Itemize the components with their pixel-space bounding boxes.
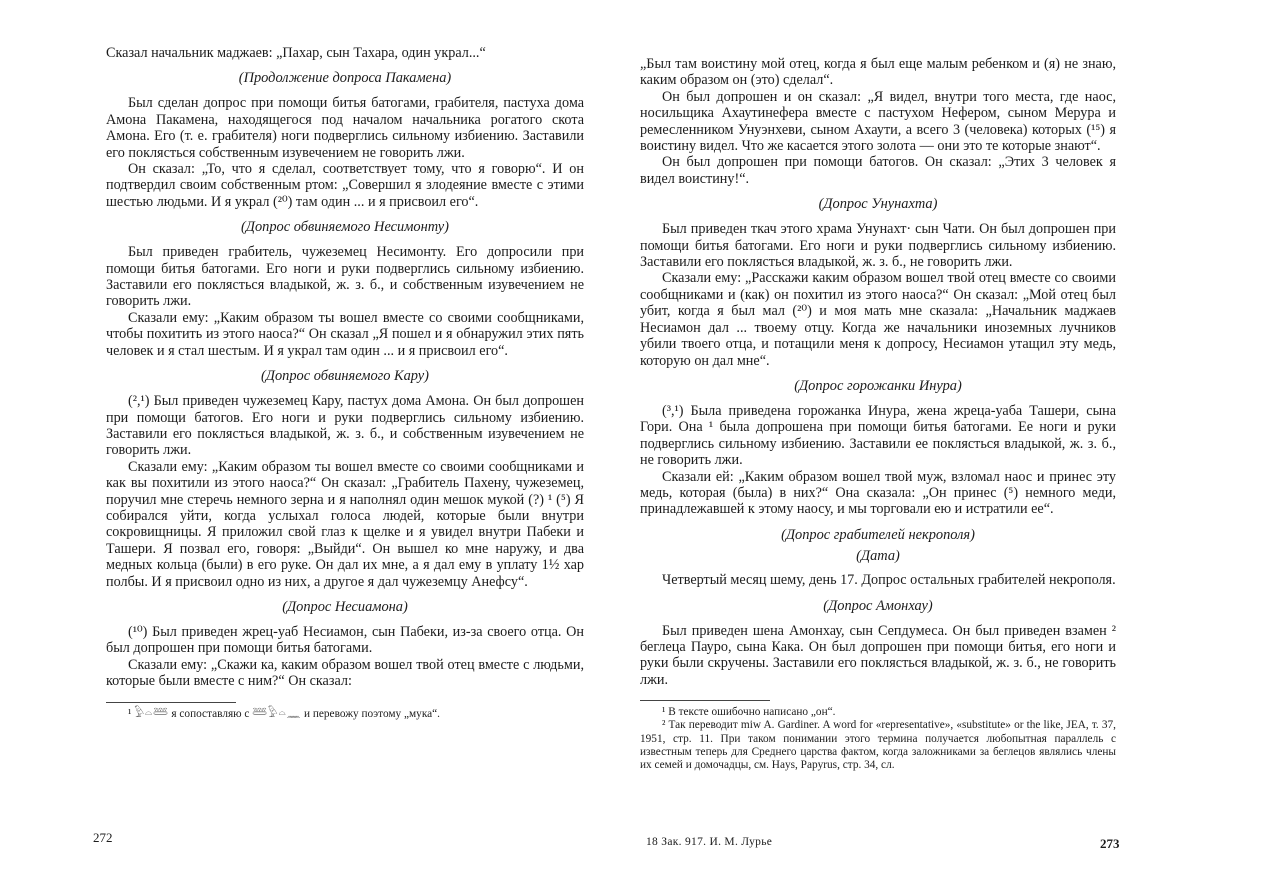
section-heading: (Допрос обвиняемого Кару) — [261, 368, 429, 385]
paragraph: (³,¹) Была приведена горожанка Инура, жена жреца-уаба Ташери, сына Гори. Она ¹ была допрошена при помощи битья батогами. Ее ноги и руки подверглись сильному избиению. Заставили ее поклясться владыкой, ж. з. б., не говорить лжи. — [640, 402, 1116, 469]
paragraph: Был приведен ткач этого храма Унунахт· сын Чати. Он был допрошен при помощи битья батогами. Его ноги и руки подверглись сильному избиению. Заставили его поклясться владыкой, ж. з. б., не говорить лжи. — [640, 221, 1116, 271]
paragraph: Сказали ей: „Каким образом вошел твой муж, взломал наос и принес эту медь, которая (была) в них?“ Она сказала: „Он принес (⁵) немного меди, принадлежавшей к этому наосу, и мы торговали ею и истратили ее“. — [640, 468, 1116, 518]
printer-signature: 18 Зак. 917. И. М. Лурье — [646, 836, 773, 848]
section-heading: (Продолжение допроса Пакамена) — [238, 70, 452, 87]
left-page-text — [106, 45, 584, 721]
paragraph: Сказал начальник маджаев: „Пахар, сын Тахара, один украл...“ — [106, 45, 486, 61]
footnote: ² Так переводит miw A. Gardiner. A word for «representative», «substitute» or the like, JEA, т. 37, 1951, стр. 11. При таком понимании этого термина получается любопытная параллель с известным теперь для Среднего царства фактом, когда заложниками за беглецов являлись члены их семей и домочадцы, см. Hays, Papyrus, стр. 34, сл. — [640, 719, 1116, 771]
paragraph: Он был допрошен и он сказал: „Я видел, внутри того места, где наос, носильщика Ахаутинефера вместе с пастухом Нефером, сыном Мерура и ремесленником Унуэнхеви, сыном Ахаути, а всего 3 (человека) которых (¹⁵) я воистину видел. Что же касается этого золота — они это те которые знают“. — [640, 88, 1116, 155]
paragraph: Сказали ему: „Скажи ка, каким образом вошел твой отец вместе с людьми, которые были вместе с ним?“ Он сказал: — [106, 656, 584, 690]
footnote-rule — [640, 700, 770, 701]
section-subheading: (Дата) — [856, 547, 900, 564]
paragraph: Был приведен грабитель, чужеземец Несимонту. Его допросили при помощи битья батогами. Его ноги и руки подверглись сильному избиению. Заставили его поклясться владыкой, ж. з. б., и собственным изувечением не говорить лжи. — [106, 244, 584, 310]
paragraph: Сказали ему: „Расскажи каким образом вошел твой отец вместе со своими сообщниками и (как) он похитил из этого наоса?“ Он сказал: „Мой отец был убит, когда я был мал (²⁰) и моя мать мне сказала: „Начальник маджаев Несиамон дал ... твоему отцу. Когда же начальники иноземных лучников убили твоего отца, и потащили меня к допросу, Несиамон утащил эту медь, которую он дал мне“. — [640, 270, 1116, 369]
paragraph: Он сказал: „То, что я сделал, соответствует тому, что я говорю“. И он подтвердил своим собственным ртом: „Совершил я злодеяние вместе с этими шестью людьми. И я украл (²⁰) там один ... и я присвоил его“. — [106, 161, 584, 210]
paragraph: Он был допрошен при помощи батогов. Он сказал: „Этих 3 человек я видел воистину!“. — [640, 154, 1116, 187]
page-number-left: 272 — [93, 830, 113, 845]
paragraph: (¹⁰) Был приведен жрец-уаб Несиамон, сын Пабеки, из-за своего отца. Он был допрошен при помощи битья батогами. — [106, 623, 584, 657]
footnote-text: ¹ — [128, 707, 132, 720]
section-heading: (Допрос обвиняемого Несимонту) — [241, 219, 449, 236]
section-heading: (Допрос грабителей некрополя) — [781, 526, 975, 543]
paragraph: (²,¹) Был приведен чужеземец Кару, пастух дома Амона. Он был допрошен при помощи батогов. Его ноги и руки подверглись сильному избиению. Заставили его поклясться владыкой, ж. з. б., и собственным изувечением не говорить лжи. — [106, 393, 584, 459]
paragraph: Был приведен шена Амонхау, сын Сепдумеса. Он был приведен взамен ² беглеца Пауро, сына Кака. Он был допрошен при помощи битья, его ноги и руки были скручены. Заставили его поклясться владыкой, ж. з. б., не говорить лжи. — [640, 622, 1116, 688]
right-page-text — [640, 56, 1116, 772]
paragraph: Сказали ему: „Каким образом ты вошел вместе со своими сообщниками, чтобы похитить из этого наоса?“ Он сказал „Я пошел и я обнаружил этих пять человек и я стал шестым. И я украл там один ... и я присвоил его“. — [106, 309, 584, 359]
footnote-text: и перевожу поэтому „мука“. — [303, 707, 440, 720]
section-heading: (Допрос Амонхау) — [823, 597, 933, 614]
paragraph: Четвертый месяц шему, день 17. Допрос остальных грабителей некрополя. — [662, 572, 1116, 589]
footnote-text: я сопоставляю с — [171, 707, 250, 720]
right-page — [632, 0, 1263, 893]
paragraph: Сказали ему: „Каким образом ты вошел вместе со своими сообщниками и как вы похитили из этого наоса?“ Он сказал: „Грабитель Пахену, чужеземец, поручил мне стеречь немного зерна и я наполнял один мешок мукой (?) ¹ (⁵) Я собирался уйти, когда услыхал голоса людей, которые были внутри сокровищницы. Я приложил свой глаз к щелке и я увидел внутри Пабеки и Ташери. Я позвал его, говоря: „Выйди“. Он вышел ко мне наружу, и два медных кольца (были) в его руке. Он дал их мне, а я дал ему в уплату 1½ хар полбы. И я присвоил одно из них, а другое я дал чужеземцу Анефсу“. — [106, 458, 584, 590]
footnote-rule — [106, 702, 236, 703]
paragraph: Был сделан допрос при помощи битья батогами, грабителя, пастуха дома Амона Пакамена, находящегося под началом начальника рогатого скота Амона. Его (т. е. грабителя) ноги подверглись сильному избиению. Заставили его поклясться собственным изувечением не говорить лжи. — [106, 95, 584, 161]
hieroglyph-group: 𓆷𓅱𓏏𓈖 — [252, 707, 302, 720]
section-heading: (Допрос горожанки Инура) — [794, 377, 962, 394]
page-number-right: 273 — [1100, 836, 1120, 851]
footnote — [106, 708, 584, 721]
section-heading: (Допрос Несиамона) — [282, 598, 408, 615]
footnote: ¹ В тексте ошибочно написано „он“. — [662, 706, 836, 719]
hieroglyph-group: 𓅱𓏏𓆷 — [134, 707, 169, 720]
section-heading: (Допрос Унунахта) — [818, 196, 938, 213]
paragraph: „Был там воистину мой отец, когда я был еще малым ребенком и (я) не знаю, каким образом он (это) сделал“. — [640, 56, 1116, 89]
